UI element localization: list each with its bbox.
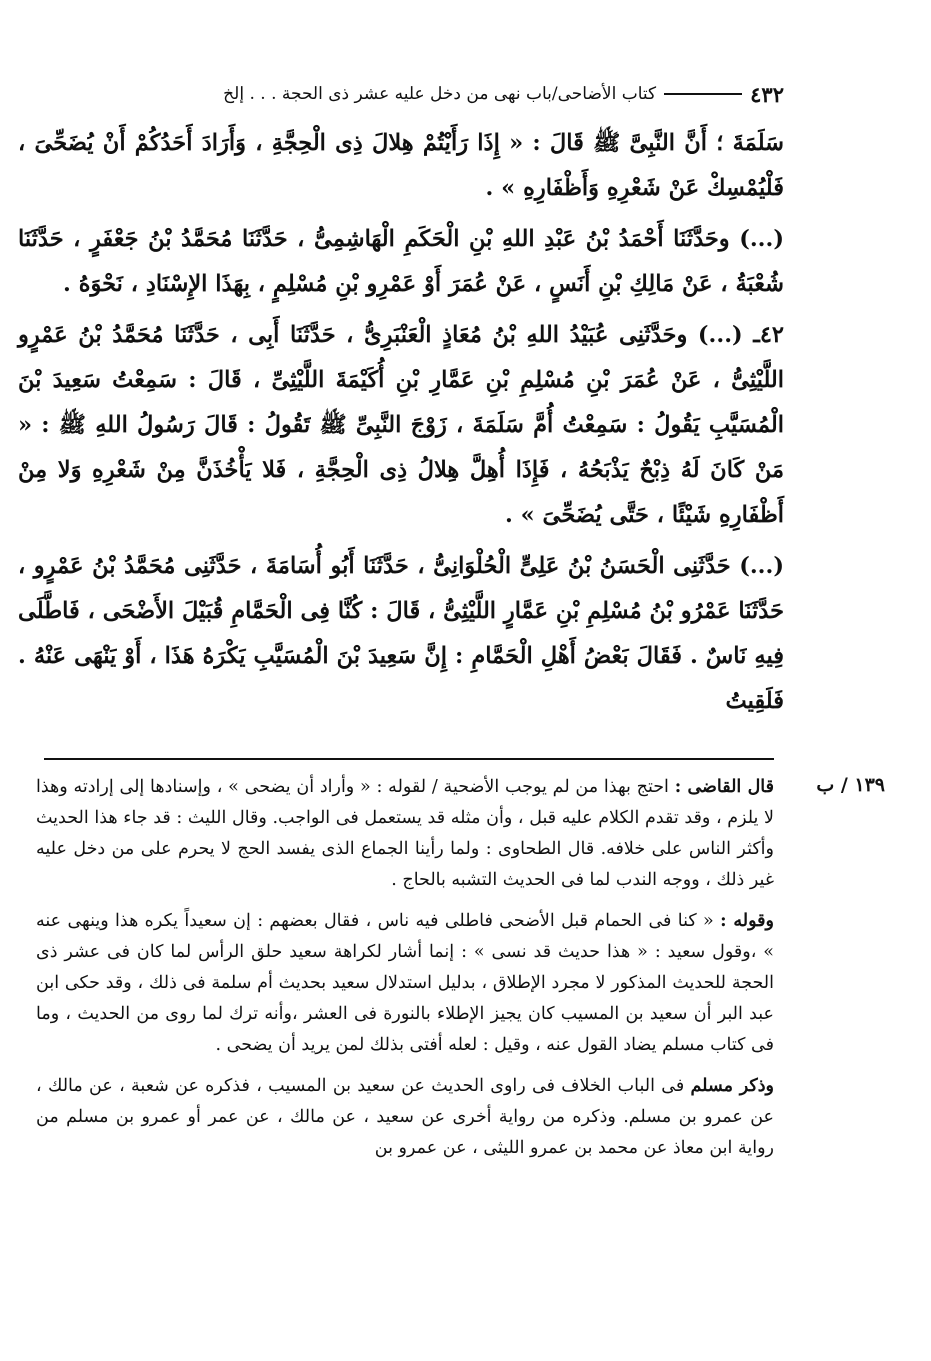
- section-divider: [44, 758, 774, 760]
- hadith-paragraph: ٤٢ـ (...) وحَدَّثَنِى عُبَيْدُ اللهِ بْنُ مُعَاذٍ الْعَنْبَرِىُّ ، حَدَّثَنَا أَبِى ، حَدَّثَنَا مُحَمَّدُ بْنُ عَمْرٍو اللَّيْثِىُّ ، عَنْ عُمَرَ بْنِ مُسْلِمِ بْنِ عَمَّارِ بْنِ أُكَيْمَةَ اللَّيْثِىِّ ، قَالَ : سَمِعْتُ سَعِيدَ بْنَ الْمُسَيَّبِ يَقُولُ : سَمِعْتُ أُمَّ سَلَمَةَ ، زَوْجَ النَّبِىِّ ﷺ تَقُولُ : قَالَ رَسُولُ اللهِ ﷺ : « مَنْ كَانَ لَهُ ذِبْحٌ يَذْبَحُهُ ، فَإِذَا أُهِلَّ هِلالُ ذِى الْحِجَّةِ ، فَلا يَأْخُذَنَّ مِنْ شَعْرِهِ وَلا مِنْ أَظْفَارِهِ شَيْئًا ، حَتَّى يُضَحِّىَ » .: [18, 322, 784, 528]
- hadith-text: [18, 121, 784, 726]
- hadith-paragraph: (...) حَدَّثَنِى الْحَسَنُ بْنُ عَلِىٍّ الْحُلْوَانِىُّ ، حَدَّثَنَا أَبُو أُسَامَةَ ، حَدَّثَنِى مُحَمَّدُ بْنُ عَمْرٍو ، حَدَّثَنَا عَمْرُو بْنُ مُسْلِمِ بْنِ عَمَّارٍ اللَّيْثِىُّ ، قَالَ : كُنَّا فِى الْحَمَّامِ قُبَيْلَ الأَضْحَى ، فَاطَّلَى فِيهِ نَاسٌ . فَقَالَ بَعْضُ أَهْلِ الْحَمَّامِ : إِنَّ سَعِيدَ بْنَ الْمُسَيَّبِ يَكْرَهُ هَذَا ، أَوْ يَنْهَى عَنْهُ . فَلَقِيتُ: [18, 553, 784, 714]
- commentary-text: « كنا فى الحمام قبل الأضحى فاطلى فيه ناس ، فقال بعضهم : إن سعيداً يكره هذا وينهى عنه » ،وقول سعيد : « هذا حديث قد نسى » : إنما أشار لكراهة سعيد حلق الرأس لما كان فى عشر ذى الحجة للحديث المذكور لا مجرد الإطلاق ، بدليل استدلال سعيد بحديث أم سلمة فى ذلك ، وقد حكى ابن عبد البر أن سعيد بن المسيب كان يجيز الإطلاء بالنورة فى العشر ،وأنه ترك لما روى من الحديث ، وما فى كتاب مسلم يضاد القول عنه ، وقيل : لعله أفتى بذلك لمن يريد أن يضحى .: [36, 911, 774, 1055]
- commentary-lead: قال القاضى :: [674, 777, 774, 797]
- running-title: كتاب الأضاحى/باب نهى من دخل عليه عشر ذى الحجة . . . إلخ: [223, 84, 657, 104]
- commentary-paragraph: [36, 772, 774, 896]
- commentary-lead: وذكر مسلم: [690, 1076, 775, 1096]
- hadith-paragraph: (...) وحَدَّثَنَا أَحْمَدُ بْنُ عَبْدِ اللهِ بْنِ الْحَكَمِ الْهَاشِمِىُّ ، حَدَّثَنَا مُحَمَّدُ بْنُ جَعْفَرٍ ، حَدَّثَنَا شُعْبَةُ ، عَنْ مَالِكِ بْنِ أَنَسٍ ، عَنْ عُمَرَ أَوْ عَمْرِو بْنِ مُسْلِمٍ ، بِهَذَا الإِسْنَادِ ، نَحْوَهُ .: [18, 226, 784, 297]
- page-number: ٤٣٢: [750, 81, 784, 107]
- hadith-paragraph: سَلَمَةَ ؛ أَنَّ النَّبِىَّ ﷺ قَالَ : « إِذَا رَأَيْتُمْ هِلالَ ذِى الْحِجَّةِ ، وَأَرَادَ أَحَدُكُمْ أَنْ يُضَحِّىَ ، فَلْيُمْسِكْ عَنْ شَعْرِهِ وَأَظْفَارِهِ » .: [18, 130, 784, 201]
- commentary-paragraph: [36, 906, 774, 1061]
- commentary-text: فى الباب الخلاف فى راوى الحديث عن سعيد بن المسيب ، فذكره عن شعبة ، عن مالك ، عن عمرو بن مسلم. وذكره من رواية أخرى عن سعيد ، عن مالك ، عن عمر أو عمرو بن مسلم من رواية ابن معاذ عن محمد بن عمرو الليثى ، عن عمرو بن: [36, 1076, 774, 1158]
- commentary-text: احتج بهذا من لم يوجب الأضحية / لقوله : « وأراد أن يضحى » ، وإسنادها إلى إرادته وهذا لا يلزم ، وقد تقدم الكلام عليه قبل ، وأن مثله قد يستعمل فى الواجب. وقال الليث : قد جاء هذا الحديث وأكثر الناس على خلافه. قال الطحاوى : ولما رأينا الجماع الذى يفسد الحج لا يحرم على من دخل عليه غير ذلك ، ووجه الندب لما فى الحديث التشبه بالحاج .: [36, 777, 774, 890]
- commentary-section: [36, 772, 774, 1174]
- commentary-lead: وقوله :: [720, 911, 774, 931]
- commentary-paragraph: [36, 1071, 774, 1164]
- running-header: [28, 76, 784, 112]
- margin-reference: ١٣٩ / ب: [816, 774, 885, 796]
- header-rule: [664, 93, 742, 95]
